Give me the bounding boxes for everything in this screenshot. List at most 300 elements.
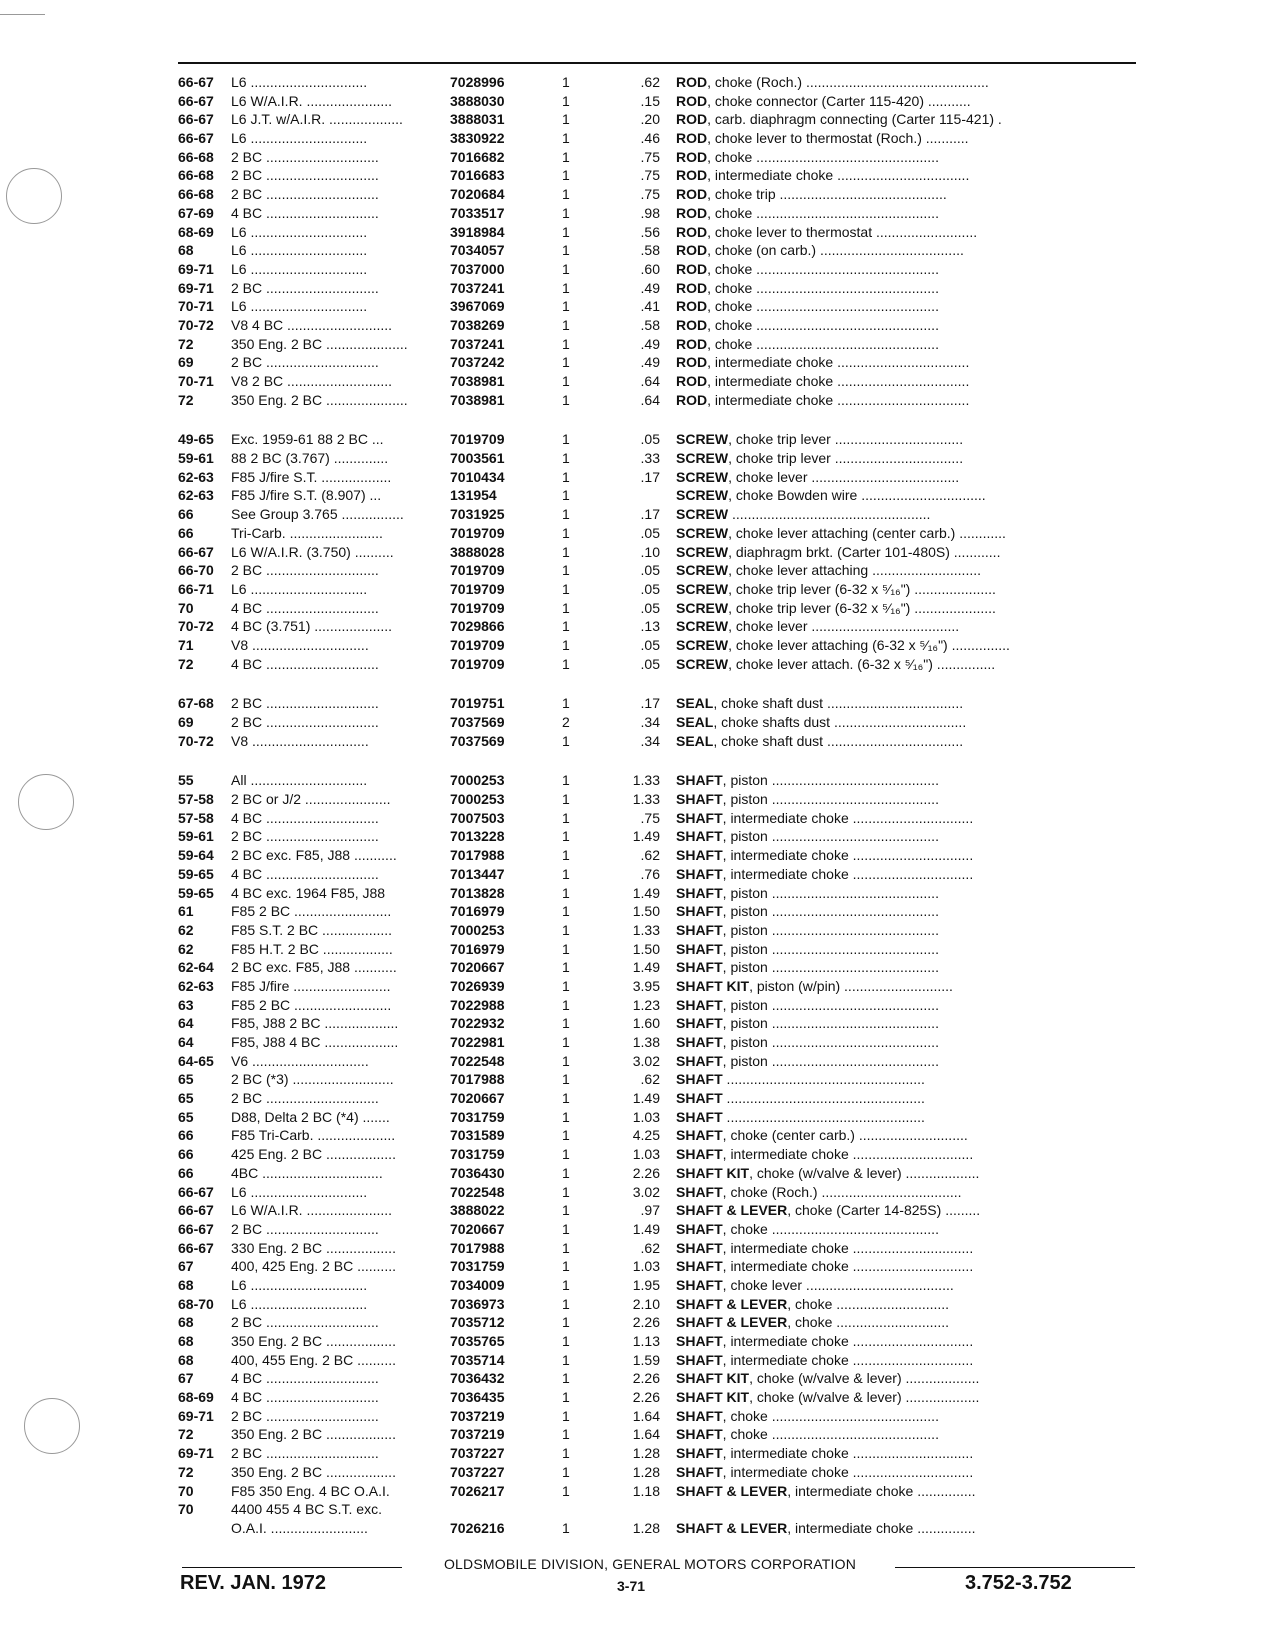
model-description: 2 BC ............................. <box>231 714 379 730</box>
part-row <box>178 940 1143 959</box>
model-description: L6 .............................. <box>231 580 368 597</box>
part-number: 7000253 <box>450 791 505 808</box>
part-description <box>676 279 1143 298</box>
part-detail: , choke lever ...................................... <box>722 1276 954 1293</box>
part-name: SHAFT <box>676 1146 723 1163</box>
part-detail: , choke ............................................... <box>707 298 939 315</box>
part-row <box>178 884 1143 903</box>
model-year: 65 <box>178 1071 194 1088</box>
part-description <box>676 297 1143 316</box>
part-description <box>676 617 1143 636</box>
model-year <box>178 1519 231 1538</box>
binder-hole-top <box>6 168 62 224</box>
quantity: 1 <box>562 186 570 203</box>
model-description: O.A.I. ......................... <box>231 1519 368 1536</box>
part-row <box>178 166 1143 185</box>
part-detail: , intermediate choke ............................... <box>722 1463 974 1480</box>
part-description <box>676 1369 1143 1388</box>
part-detail: , choke Bowden wire ................................ <box>728 487 986 504</box>
part-number: 7022988 <box>450 996 505 1013</box>
part-description <box>676 316 1143 335</box>
part-description <box>676 1425 1143 1444</box>
part-name: SCREW <box>676 543 729 560</box>
part-name: ROD <box>676 148 708 165</box>
model-year: 66-67 <box>178 543 214 560</box>
quantity: 1 <box>562 1519 570 1536</box>
price: 2.26 <box>632 1389 660 1406</box>
part-row <box>178 561 1143 580</box>
part-group <box>178 771 1143 1537</box>
quantity: 1 <box>562 130 570 147</box>
part-detail: , choke ........................................... <box>722 1407 939 1424</box>
part-row <box>178 129 1143 148</box>
part-row <box>178 260 1143 279</box>
model-description: 350 Eng. 2 BC ..................... <box>231 391 408 408</box>
model-description: F85 2 BC ......................... <box>231 996 392 1013</box>
part-name: ROD <box>676 335 708 352</box>
part-description <box>676 1201 1143 1220</box>
price: 1.38 <box>632 1034 660 1050</box>
part-description <box>676 1500 1143 1519</box>
model-description: F85 J/fire S.T. (8.907) ... <box>231 487 382 504</box>
part-row <box>178 543 1143 562</box>
part-name: SHAFT <box>676 791 723 808</box>
part-row <box>178 185 1143 204</box>
part-description <box>676 129 1143 148</box>
part-description <box>676 1164 1143 1183</box>
parts-table <box>178 73 1143 1559</box>
quantity: 1 <box>562 487 570 504</box>
price: 1.64 <box>632 1426 660 1443</box>
part-number: 7033517 <box>450 204 505 221</box>
part-number: 7026939 <box>450 977 505 994</box>
part-name: SCREW <box>676 562 729 579</box>
part-name: ROD <box>676 92 708 109</box>
quantity: 1 <box>562 1276 570 1293</box>
model-description: F85, J88 4 BC ................... <box>231 1034 399 1050</box>
price: 1.49 <box>632 828 660 845</box>
quantity: 1 <box>562 1295 570 1312</box>
model-year: 57-58 <box>178 791 214 808</box>
part-detail: , choke ............................................... <box>707 260 939 277</box>
price: 3.02 <box>632 1052 660 1069</box>
price: .49 <box>640 335 660 352</box>
part-number: 7031759 <box>450 1146 505 1163</box>
part-number: 7028996 <box>450 74 505 90</box>
part-row <box>178 865 1143 884</box>
model-year: 66-67 <box>178 111 214 128</box>
footer-rule-left <box>182 1567 402 1568</box>
part-detail: , choke ............................................... <box>707 204 939 221</box>
quantity: 1 <box>562 1370 570 1387</box>
part-description <box>676 1463 1143 1482</box>
model-description: V8 .............................. <box>231 636 369 653</box>
part-number: 7031759 <box>450 1258 505 1275</box>
part-name: SCREW <box>676 599 729 616</box>
part-detail: , intermediate choke .................................. <box>707 391 970 408</box>
part-description <box>676 1239 1143 1258</box>
part-detail: , choke connector (Carter 115-420) ........... <box>707 92 971 109</box>
part-description <box>676 505 1143 524</box>
quantity: 1 <box>562 148 570 165</box>
quantity: 1 <box>562 791 570 808</box>
model-description: 4 BC ............................. <box>231 1389 379 1406</box>
quantity: 1 <box>562 1407 570 1424</box>
model-description: 2 BC ............................. <box>231 1220 379 1237</box>
part-description <box>676 940 1143 959</box>
quantity: 1 <box>562 204 570 221</box>
model-year: 68-70 <box>178 1295 214 1312</box>
part-number: 7035712 <box>450 1314 505 1331</box>
part-detail: ................................................... <box>722 1071 925 1088</box>
part-description <box>676 353 1143 372</box>
part-row <box>178 372 1143 391</box>
part-name: SHAFT <box>676 1445 723 1462</box>
model-description: 4 BC ............................. <box>231 204 379 221</box>
part-description <box>676 260 1143 279</box>
part-row <box>178 524 1143 543</box>
part-description <box>676 1295 1143 1314</box>
part-row <box>178 297 1143 316</box>
model-year: 72 <box>178 391 194 408</box>
part-detail: , choke shafts dust .................................. <box>713 714 967 730</box>
model-year: 70 <box>178 1501 194 1518</box>
model-year: 66-67 <box>178 1220 214 1237</box>
part-description <box>676 241 1143 260</box>
price: 1.50 <box>632 940 660 957</box>
part-row <box>178 1519 1143 1538</box>
model-description: 2 BC ............................. <box>231 1090 379 1107</box>
model-year: 65 <box>178 1090 194 1107</box>
model-description: L6 .............................. <box>231 1276 368 1293</box>
part-description <box>676 204 1143 223</box>
price: .58 <box>640 242 660 259</box>
part-name: SCREW <box>676 487 729 504</box>
part-name: ROD <box>676 74 708 90</box>
part-detail: , intermediate choke ............................... <box>722 1333 974 1349</box>
part-number: 7017988 <box>450 1239 505 1256</box>
model-year: 67-69 <box>178 204 214 221</box>
part-name: SHAFT <box>676 1220 723 1237</box>
price: .17 <box>640 468 660 485</box>
part-description <box>676 148 1143 167</box>
part-name: SHAFT <box>676 1127 723 1144</box>
model-year: 62 <box>178 940 194 957</box>
price: 1.03 <box>632 1108 660 1125</box>
part-description <box>676 655 1143 674</box>
part-row <box>178 279 1143 298</box>
part-row <box>178 1500 1143 1519</box>
part-number: 7038269 <box>450 316 505 333</box>
part-name: SHAFT KIT <box>676 977 750 994</box>
part-description <box>676 486 1143 505</box>
model-description: V8 2 BC ........................... <box>231 373 393 389</box>
part-description <box>676 1519 1143 1538</box>
part-detail: , intermediate choke ............................... <box>722 1239 974 1256</box>
model-description: 88 2 BC (3.767) .............. <box>231 450 389 467</box>
part-row <box>178 771 1143 790</box>
model-description: 2 BC ............................. <box>231 279 379 296</box>
price: 3.02 <box>632 1183 660 1200</box>
part-number: 3888028 <box>450 543 505 560</box>
part-number: 7020667 <box>450 1090 505 1107</box>
model-year: 66-67 <box>178 74 214 90</box>
quantity: 1 <box>562 111 570 128</box>
part-row <box>178 1351 1143 1370</box>
price: 1.18 <box>632 1482 660 1499</box>
part-description <box>676 1145 1143 1164</box>
part-row <box>178 1425 1143 1444</box>
model-description: 2 BC ............................. <box>231 1314 379 1331</box>
part-number: 3967069 <box>450 298 505 315</box>
part-name: ROD <box>676 223 708 240</box>
part-detail: , choke lever attach. (6-32 x ⁵⁄₁₆") ............... <box>728 655 996 672</box>
model-year: 66-67 <box>178 1239 214 1256</box>
part-detail: , choke trip ........................................... <box>707 186 947 203</box>
price: .20 <box>640 111 660 128</box>
price: .75 <box>640 186 660 203</box>
model-description: F85 J/fire S.T. .................. <box>231 468 392 485</box>
price: .62 <box>640 847 660 864</box>
model-description: L6 .............................. <box>231 1183 368 1200</box>
model-description: 2 BC ............................. <box>231 186 379 203</box>
model-year: 69-71 <box>178 279 214 296</box>
model-year: 59-61 <box>178 828 214 845</box>
price: .75 <box>640 148 660 165</box>
model-year: 62 <box>178 921 194 938</box>
part-detail: , piston ........................................... <box>722 828 939 845</box>
quantity: 1 <box>562 772 570 789</box>
quantity: 1 <box>562 92 570 109</box>
part-group <box>178 430 1143 673</box>
quantity: 1 <box>562 543 570 560</box>
part-detail: , intermediate choke ............... <box>787 1519 976 1536</box>
model-description: Tri-Carb. ........................ <box>231 524 383 541</box>
part-detail: , choke lever attaching (center carb.) ............ <box>728 524 1006 541</box>
part-name: SHAFT <box>676 884 723 901</box>
quantity: 1 <box>562 580 570 597</box>
price <box>592 1500 676 1519</box>
model-year: 66-68 <box>178 148 214 165</box>
part-row <box>178 921 1143 940</box>
part-number: 7013828 <box>450 884 505 901</box>
part-row <box>178 599 1143 618</box>
part-row <box>178 1444 1143 1463</box>
part-description <box>676 1070 1143 1089</box>
model-year: 62-63 <box>178 977 214 994</box>
part-description <box>676 694 1143 713</box>
part-description <box>676 1014 1143 1033</box>
model-description: 350 Eng. 2 BC .................. <box>231 1426 396 1443</box>
model-year: 59-65 <box>178 865 214 882</box>
model-description: L6 .............................. <box>231 74 368 90</box>
model-description: 2 BC ............................. <box>231 562 379 579</box>
part-number: 7017988 <box>450 847 505 864</box>
quantity: 1 <box>562 1183 570 1200</box>
part-detail: , choke (w/valve & lever) ................... <box>749 1370 980 1387</box>
part-description <box>676 958 1143 977</box>
model-description: F85 2 BC ......................... <box>231 903 392 920</box>
model-description: L6 .............................. <box>231 242 368 259</box>
part-description <box>676 977 1143 996</box>
model-description: 2 BC ............................. <box>231 695 379 712</box>
part-detail: , choke trip lever ................................. <box>728 450 964 467</box>
part-name: SHAFT <box>676 809 723 826</box>
part-name: SHAFT <box>676 1090 723 1107</box>
part-name: SHAFT <box>676 1276 723 1293</box>
part-row <box>178 486 1143 505</box>
model-year: 66-68 <box>178 186 214 203</box>
model-year: 65 <box>178 1108 194 1125</box>
part-number: 7022548 <box>450 1183 505 1200</box>
part-detail: ................................................... <box>722 1108 925 1125</box>
part-detail: , choke (center carb.) ............................ <box>722 1127 968 1144</box>
model-description: L6 W/A.I.R. ...................... <box>231 92 393 109</box>
part-number: 7022981 <box>450 1034 505 1050</box>
quantity: 1 <box>562 865 570 882</box>
model-year: 66-71 <box>178 580 214 597</box>
price: 1.49 <box>632 884 660 901</box>
part-detail: , choke lever attaching (6-32 x ⁵⁄₁₆") ............... <box>728 636 1010 653</box>
model-year: 66 <box>178 506 194 523</box>
part-detail: , piston ........................................... <box>722 1052 939 1069</box>
model-year: 70-71 <box>178 373 214 389</box>
part-row <box>178 1070 1143 1089</box>
price: 2.26 <box>632 1314 660 1331</box>
part-number: 7016683 <box>450 167 505 184</box>
part-description <box>676 1126 1143 1145</box>
part-number: 7019709 <box>450 636 505 653</box>
model-description: 2 BC ............................. <box>231 828 379 845</box>
part-description <box>676 449 1143 468</box>
quantity: 1 <box>562 391 570 408</box>
quantity: 1 <box>562 335 570 352</box>
model-year: 66 <box>178 1164 194 1181</box>
part-description <box>676 1089 1143 1108</box>
part-description <box>676 1257 1143 1276</box>
model-year: 70-71 <box>178 298 214 315</box>
quantity: 1 <box>562 959 570 976</box>
quantity: 1 <box>562 977 570 994</box>
part-row <box>178 241 1143 260</box>
price: .34 <box>640 714 660 730</box>
part-row <box>178 1313 1143 1332</box>
model-year: 66 <box>178 1127 194 1144</box>
part-description <box>676 827 1143 846</box>
model-description: 2 BC exc. F85, J88 ........... <box>231 847 397 864</box>
part-detail: , choke shaft dust ................................... <box>713 732 964 749</box>
part-name: SHAFT <box>676 847 723 864</box>
part-description <box>676 1052 1143 1071</box>
price: .98 <box>640 204 660 221</box>
part-number: 7020667 <box>450 959 505 976</box>
part-name: ROD <box>676 298 708 315</box>
part-number: 7034057 <box>450 242 505 259</box>
part-number: 7013447 <box>450 865 505 882</box>
part-row <box>178 977 1143 996</box>
part-detail: , piston ........................................... <box>722 959 939 976</box>
quantity: 1 <box>562 1351 570 1368</box>
model-year: 66 <box>178 1146 194 1163</box>
part-number: 7026217 <box>450 1482 505 1499</box>
model-description: F85 J/fire ......................... <box>231 977 391 994</box>
price: .05 <box>640 636 660 653</box>
price: .05 <box>640 431 660 448</box>
price: .56 <box>640 223 660 240</box>
part-row <box>178 335 1143 354</box>
model-description: V8 4 BC ........................... <box>231 316 393 333</box>
model-description: 4 BC (3.751) .................... <box>231 618 393 635</box>
price: .97 <box>640 1202 660 1219</box>
quantity: 1 <box>562 74 570 90</box>
part-number: 7031925 <box>450 506 505 523</box>
part-name: SHAFT & LEVER <box>676 1295 788 1312</box>
part-description <box>676 1388 1143 1407</box>
part-number: 3918984 <box>450 223 505 240</box>
model-description: 4 BC ............................. <box>231 655 379 672</box>
part-description <box>676 335 1143 354</box>
quantity: 1 <box>562 996 570 1013</box>
quantity: 1 <box>562 279 570 296</box>
part-number: 7036973 <box>450 1295 505 1312</box>
part-row <box>178 1239 1143 1258</box>
model-year: 62-64 <box>178 959 214 976</box>
part-detail: , piston ........................................... <box>722 1034 939 1050</box>
quantity: 1 <box>562 298 570 315</box>
model-year: 72 <box>178 655 194 672</box>
part-name: ROD <box>676 316 708 333</box>
model-description: 400, 425 Eng. 2 BC .......... <box>231 1258 396 1275</box>
part-row <box>178 790 1143 809</box>
part-number: 7016682 <box>450 148 505 165</box>
part-detail: , piston ........................................... <box>722 903 939 920</box>
model-description: 350 Eng. 2 BC .................. <box>231 1463 396 1480</box>
model-year: 64-65 <box>178 1052 214 1069</box>
part-name: SHAFT <box>676 1426 723 1443</box>
price: .64 <box>640 373 660 389</box>
model-description: 4400 455 4 BC S.T. exc. <box>231 1501 382 1518</box>
part-description <box>676 732 1143 751</box>
part-number: 3888022 <box>450 1202 505 1219</box>
quantity <box>554 1500 592 1519</box>
part-row <box>178 468 1143 487</box>
part-name: SHAFT KIT <box>676 1389 750 1406</box>
model-description: 4 BC ............................. <box>231 865 379 882</box>
price: .10 <box>640 543 660 560</box>
part-detail: , choke lever ...................................... <box>728 618 960 635</box>
price: .13 <box>640 618 660 635</box>
part-description <box>676 884 1143 903</box>
part-name: SHAFT <box>676 1034 723 1050</box>
part-name: SCREW <box>676 468 729 485</box>
part-name: ROD <box>676 242 708 259</box>
quantity: 1 <box>562 940 570 957</box>
part-detail: , intermediate choke .................................. <box>707 167 970 184</box>
part-name: ROD <box>676 111 708 128</box>
part-number: 7019709 <box>450 580 505 597</box>
part-row <box>178 846 1143 865</box>
part-name: ROD <box>676 391 708 408</box>
quantity: 1 <box>562 1445 570 1462</box>
part-number: 7022932 <box>450 1015 505 1032</box>
part-row <box>178 1276 1143 1295</box>
part-detail: , piston (w/pin) ............................ <box>749 977 953 994</box>
part-detail: , diaphragm brkt. (Carter 101-480S) ............ <box>728 543 1001 560</box>
part-name: ROD <box>676 130 708 147</box>
part-number: 7026216 <box>450 1519 505 1536</box>
quantity: 1 <box>562 1463 570 1480</box>
part-detail: , choke lever to thermostat .......................... <box>707 223 978 240</box>
